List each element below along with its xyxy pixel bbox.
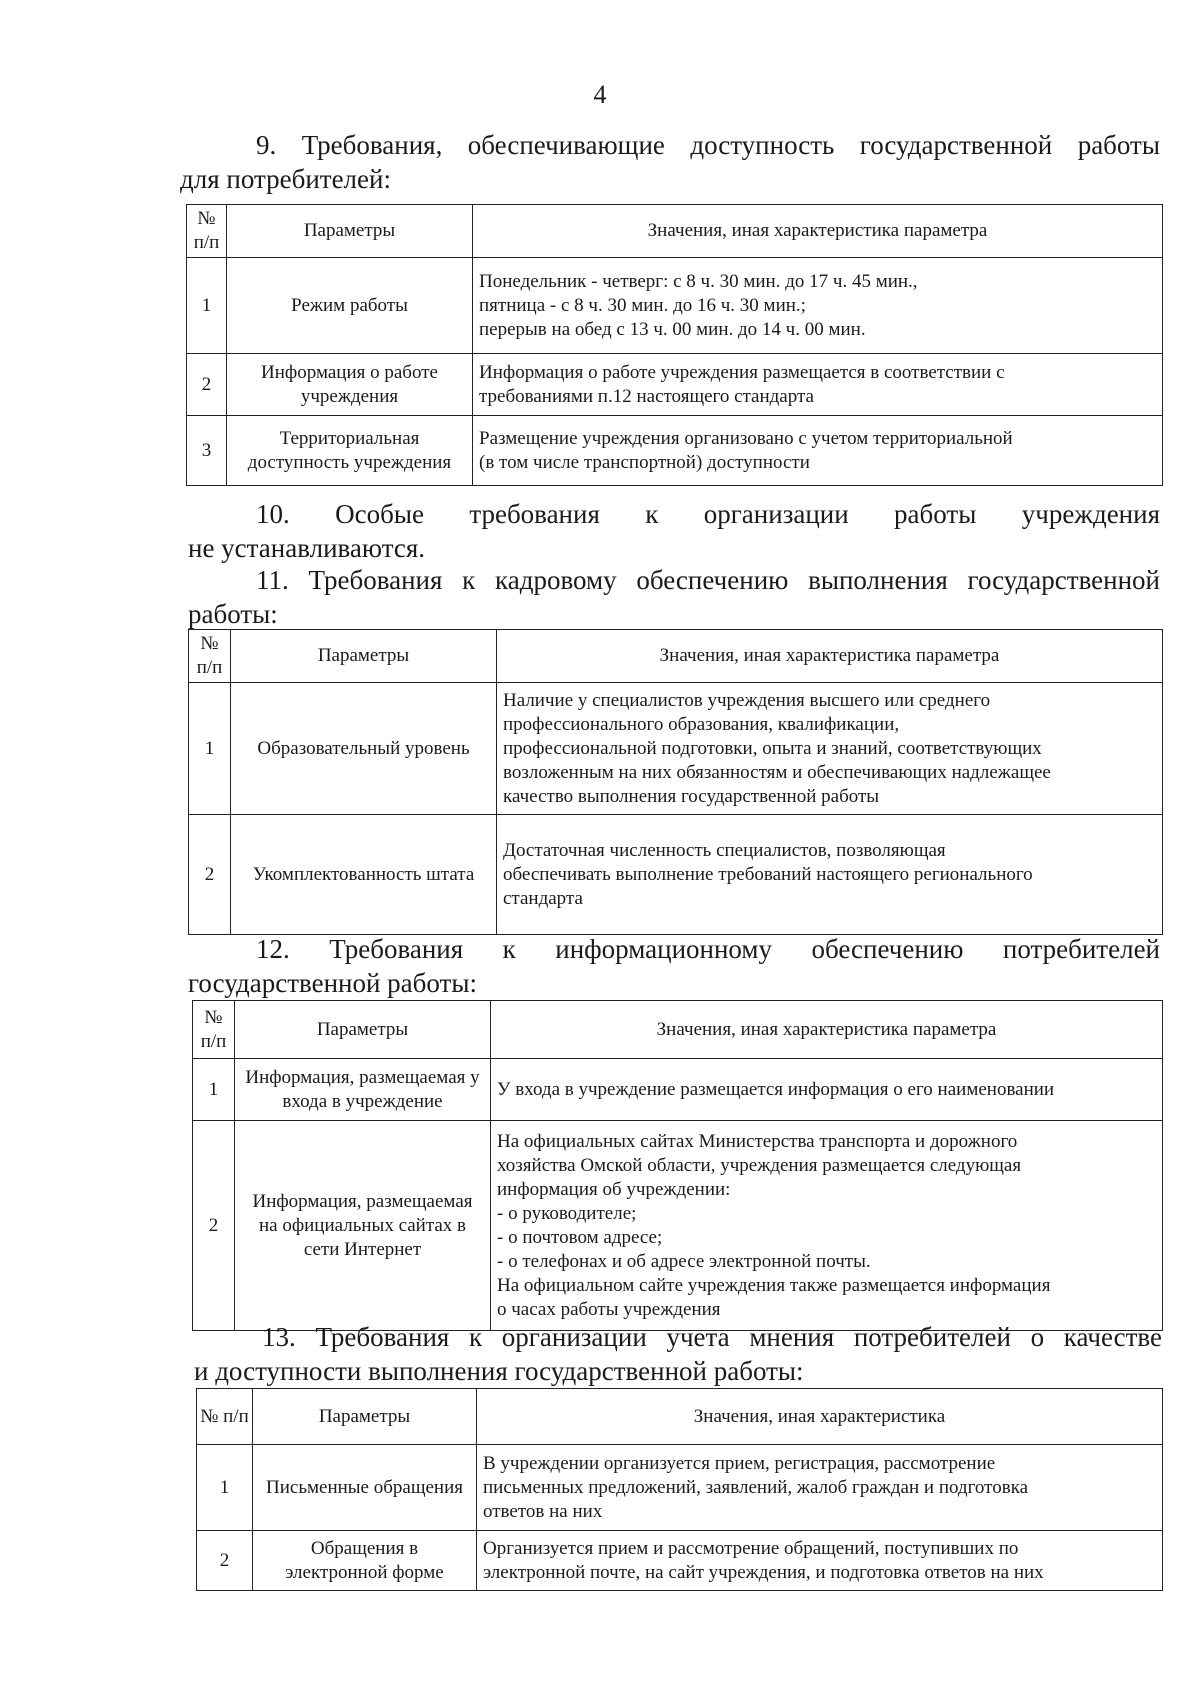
table-availability	[186, 204, 1163, 486]
row-value	[473, 354, 1163, 416]
table-information	[192, 1000, 1163, 1331]
section-10-heading	[188, 497, 1160, 565]
table-row	[197, 1445, 1163, 1531]
value-line: Организуется прием и рассмотрение обращений, поступивших по	[483, 1537, 1019, 1559]
value-line: - о телефонах и об адресе электронной почты.	[497, 1250, 871, 1272]
table-row	[193, 1059, 1163, 1121]
heading-line: 11. Требования к кадровому обеспечению выполнения государственной	[256, 565, 1160, 595]
value-line: возложенным на них обязанностям и обеспечивающих надлежащее	[503, 761, 1051, 783]
value-line: Понедельник - четверг: с 8 ч. 30 мин. до 17 ч. 45 мин.,	[479, 270, 918, 292]
row-num: 2	[187, 354, 227, 416]
value-line: Достаточная численность специалистов, позволяющая	[503, 839, 946, 861]
value-line: профессионального образования, квалификации,	[503, 713, 900, 735]
table-header-row	[187, 205, 1163, 258]
value-line: Информация о работе учреждения размещается в соответствии с	[479, 361, 1005, 383]
heading-line: государственной работы:	[188, 968, 477, 998]
value-line: На официальном сайте учреждения также размещается информация	[497, 1274, 1051, 1296]
row-value	[491, 1121, 1163, 1331]
table-header-row	[193, 1001, 1163, 1059]
table-row	[189, 815, 1163, 935]
header-param: Параметры	[253, 1389, 477, 1445]
value-line: Размещение учреждения организовано с учетом территориальной	[479, 427, 1013, 449]
value-line: (в том числе транспортной) доступности	[479, 451, 810, 473]
value-line: пятница - с 8 ч. 30 мин. до 16 ч. 30 мин.;	[479, 294, 806, 316]
row-param: Информация, размещаемая на официальных сайтах в сети Интернет	[235, 1121, 491, 1331]
heading-line: 13. Требования к организации учета мнения потребителей о качестве	[262, 1322, 1162, 1352]
value-line: качество выполнения государственной работы	[503, 785, 880, 807]
value-line: стандарта	[503, 887, 583, 909]
value-line: - о почтовом адресе;	[497, 1226, 663, 1248]
value-line: требованиями п.12 настоящего стандарта	[479, 385, 814, 407]
value-line: перерыв на обед с 13 ч. 00 мин. до 14 ч. 00 мин.	[479, 318, 866, 340]
heading-line: и доступности выполнения государственной работы:	[194, 1356, 804, 1386]
row-param: Территориальная доступность учреждения	[227, 416, 473, 486]
header-num: № п/п	[187, 205, 227, 258]
section-12-heading	[188, 932, 1160, 1000]
header-param: Параметры	[231, 630, 497, 683]
heading-line: не устанавливаются.	[188, 533, 426, 563]
row-value	[491, 1059, 1163, 1121]
row-value	[477, 1531, 1163, 1591]
header-value: Значения, иная характеристика параметра	[473, 205, 1163, 258]
row-param: Образовательный уровень	[231, 683, 497, 815]
table-row	[193, 1121, 1163, 1331]
value-line: обеспечивать выполнение требований настоящего регионального	[503, 863, 1033, 885]
value-line: Наличие у специалистов учреждения высшего или среднего	[503, 689, 991, 711]
value-line: электронной почте, на сайт учреждения, и подготовка ответов на них	[483, 1561, 1044, 1583]
row-value	[497, 815, 1163, 935]
row-param: Укомплектованность штата	[231, 815, 497, 935]
row-value	[477, 1445, 1163, 1531]
value-line: На официальных сайтах Министерства транспорта и дорожного	[497, 1130, 1018, 1152]
table-header-row	[197, 1389, 1163, 1445]
header-value: Значения, иная характеристика параметра	[497, 630, 1163, 683]
value-line: о часах работы учреждения	[497, 1298, 721, 1320]
value-line: В учреждении организуется прием, регистрация, рассмотрение	[483, 1452, 996, 1474]
row-value	[473, 416, 1163, 486]
header-param: Параметры	[227, 205, 473, 258]
row-num: 1	[197, 1445, 253, 1531]
header-value: Значения, иная характеристика параметра	[491, 1001, 1163, 1059]
row-value	[497, 683, 1163, 815]
row-num: 1	[189, 683, 231, 815]
table-row	[197, 1531, 1163, 1591]
page-number: 4	[593, 80, 607, 109]
row-param: Обращения в электронной форме	[253, 1531, 477, 1591]
section-11-heading	[188, 563, 1160, 631]
heading-line: 10. Особые требования к организации работы учреждения	[256, 499, 1160, 529]
section-13-heading	[194, 1320, 1162, 1388]
header-num: № п/п	[197, 1389, 253, 1445]
table-header-row	[189, 630, 1163, 683]
table-row	[187, 258, 1163, 354]
row-param: Информация о работе учреждения	[227, 354, 473, 416]
header-value: Значения, иная характеристика	[477, 1389, 1163, 1445]
section-9-heading	[180, 128, 1160, 196]
value-line: - о руководителе;	[497, 1202, 637, 1224]
table-row	[189, 683, 1163, 815]
table-row	[187, 416, 1163, 486]
table-feedback	[196, 1388, 1163, 1591]
row-num: 2	[189, 815, 231, 935]
value-line: информация об учреждении:	[497, 1178, 731, 1200]
value-line: хозяйства Омской области, учреждения размещается следующая	[497, 1154, 1022, 1176]
value-line: У входа в учреждение размещается информация о его наименовании	[497, 1078, 1055, 1100]
row-param: Информация, размещаемая у входа в учреждение	[235, 1059, 491, 1121]
value-line: ответов на них	[483, 1500, 603, 1522]
header-num: № п/п	[189, 630, 231, 683]
header-param: Параметры	[235, 1001, 491, 1059]
row-param: Письменные обращения	[253, 1445, 477, 1531]
value-line: профессиональной подготовки, опыта и знаний, соответствующих	[503, 737, 1042, 759]
heading-line: 12. Требования к информационному обеспечению потребителей	[256, 934, 1160, 964]
table-staffing	[188, 629, 1163, 935]
row-value	[473, 258, 1163, 354]
heading-line: для потребителей:	[180, 164, 391, 194]
row-num: 1	[193, 1059, 235, 1121]
table-row	[187, 354, 1163, 416]
value-line: письменных предложений, заявлений, жалоб граждан и подготовка	[483, 1476, 1029, 1498]
header-num: № п/п	[193, 1001, 235, 1059]
row-num: 1	[187, 258, 227, 354]
row-num: 3	[187, 416, 227, 486]
row-param: Режим работы	[227, 258, 473, 354]
row-num: 2	[193, 1121, 235, 1331]
heading-line: 9. Требования, обеспечивающие доступность государственной работы	[256, 130, 1160, 160]
row-num: 2	[197, 1531, 253, 1591]
heading-line: работы:	[188, 599, 278, 629]
